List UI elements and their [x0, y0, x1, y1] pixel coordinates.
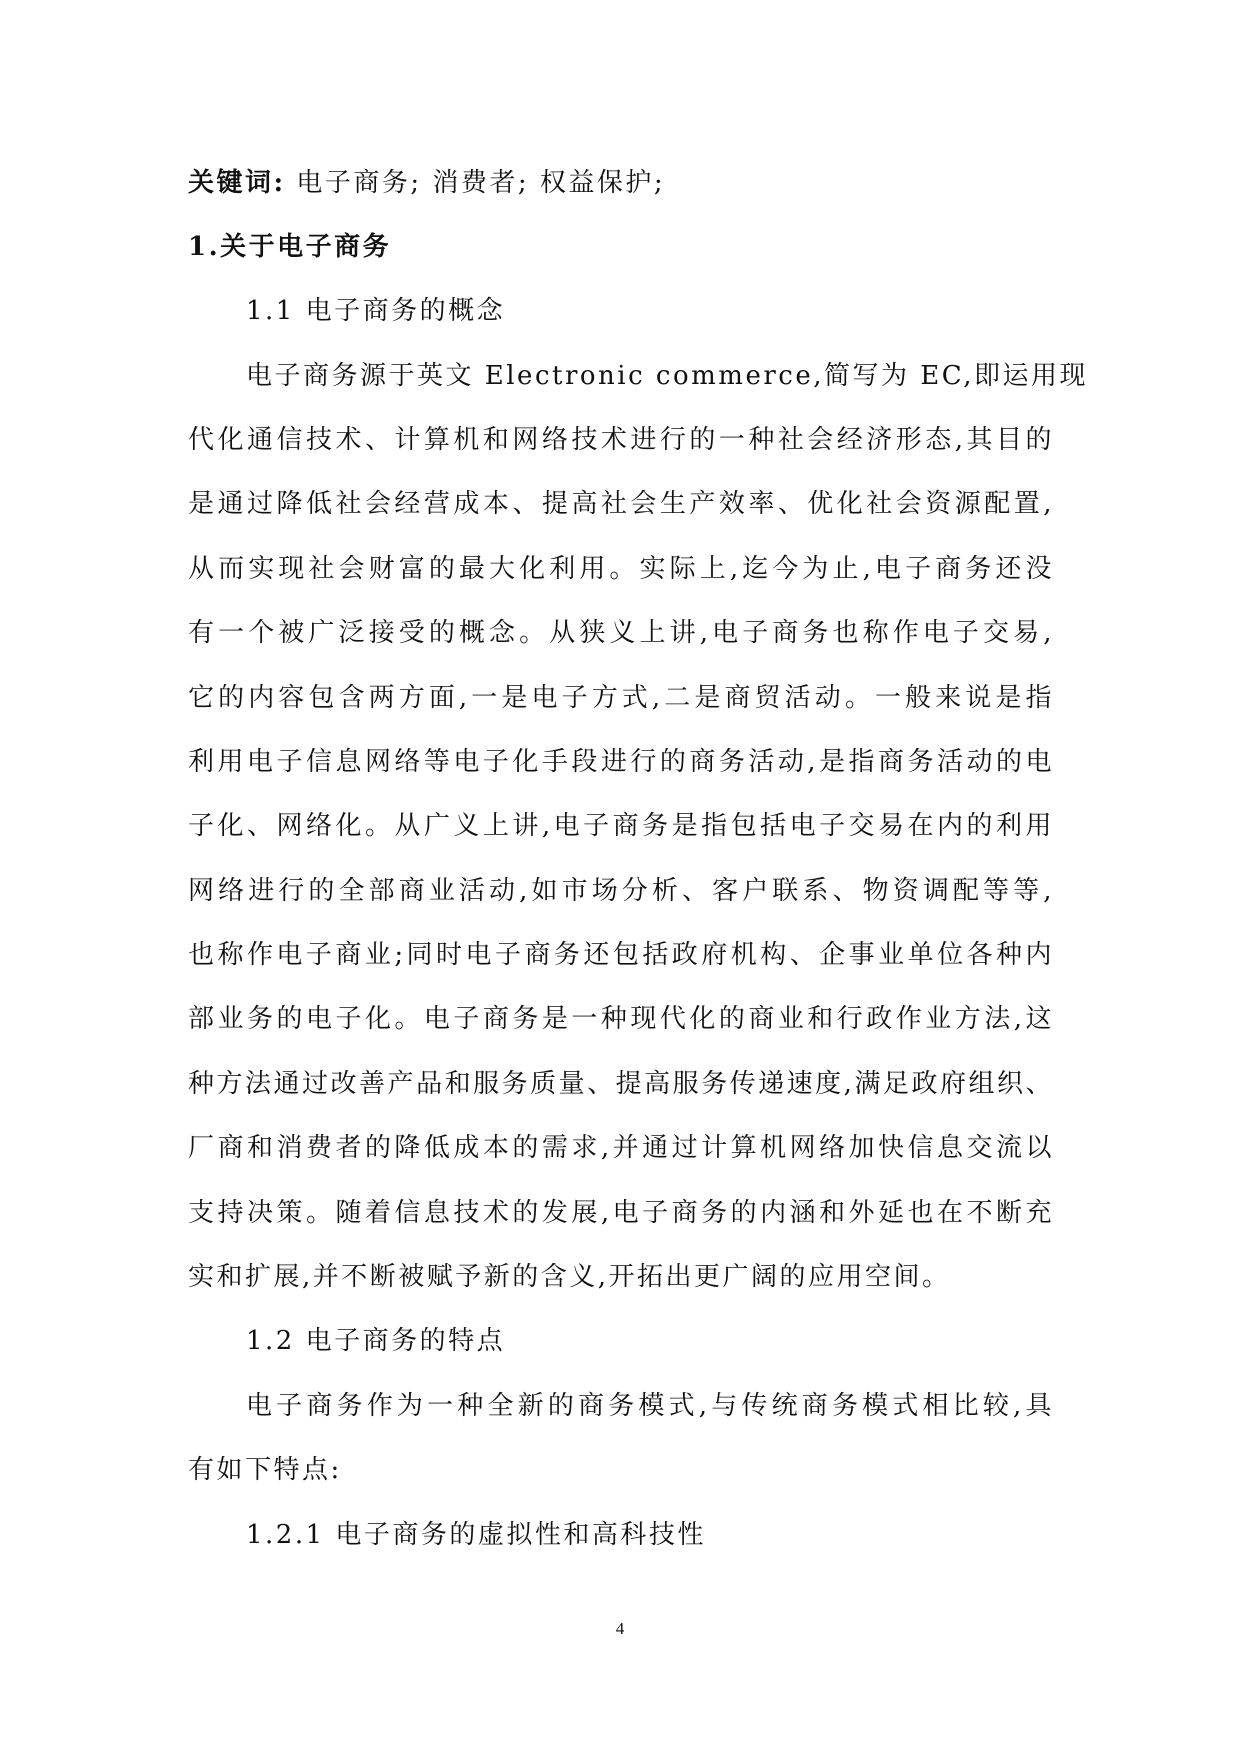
section-heading: 1.关于电子商务: [188, 232, 392, 262]
keywords-line: [188, 165, 1054, 201]
paragraph-line: 部业务的电子化。电子商务是一种现代化的商业和行政作业方法,这: [188, 1004, 1054, 1034]
keywords-label: 关键词:: [188, 168, 286, 198]
paragraph-line: 电子商务作为一种全新的商务模式,与传统商务模式相比较,具: [246, 1391, 1054, 1421]
subsection-heading: 1.1 电子商务的概念: [246, 296, 506, 326]
subsection-heading: 1.2 电子商务的特点: [246, 1326, 506, 1356]
paragraph-line: 种方法通过改善产品和服务质量、提高服务传递速度,满足政府组织、: [188, 1069, 1054, 1099]
paragraph-line: 利用电子信息网络等电子化手段进行的商务活动,是指商务活动的电: [188, 747, 1054, 777]
paragraph-line: 也称作电子商业;同时电子商务还包括政府机构、企事业单位各种内: [188, 940, 1054, 970]
paragraph-line: 网络进行的全部商业活动,如市场分析、客户联系、物资调配等等,: [188, 876, 1054, 906]
paragraph-line: 实和扩展,并不断被赋予新的含义,开拓出更广阔的应用空间。: [188, 1262, 951, 1292]
paragraph-line: 子化、网络化。从广义上讲,电子商务是指包括电子交易在内的利用: [188, 811, 1054, 841]
paragraph-line: 有如下特点:: [188, 1455, 342, 1485]
paragraph-line: 有一个被广泛接受的概念。从狭义上讲,电子商务也称作电子交易,: [188, 618, 1054, 648]
paragraph-line: 电子商务源于英文 Electronic commerce,简写为 EC,即运用现: [246, 361, 1088, 391]
paragraph-line: 厂商和消费者的降低成本的需求,并通过计算机网络加快信息交流以: [188, 1133, 1054, 1163]
paragraph-line: 是通过降低社会经营成本、提高社会生产效率、优化社会资源配置,: [188, 489, 1054, 519]
paragraph-line: 从而实现社会财富的最大化利用。实际上,迄今为止,电子商务还没: [188, 554, 1054, 584]
page-number: 4: [615, 1619, 625, 1638]
paragraph-line: 支持决策。随着信息技术的发展,电子商务的内涵和外延也在不断充: [188, 1198, 1054, 1228]
keywords-text: 电子商务; 消费者; 权益保护;: [296, 168, 666, 198]
paragraph-line: 代化通信技术、计算机和网络技术进行的一种社会经济形态,其目的: [188, 425, 1054, 455]
subsection-heading: 1.2.1 电子商务的虚拟性和高科技性: [246, 1520, 706, 1550]
paragraph-line: 它的内容包含两方面,一是电子方式,二是商贸活动。一般来说是指: [188, 683, 1054, 713]
